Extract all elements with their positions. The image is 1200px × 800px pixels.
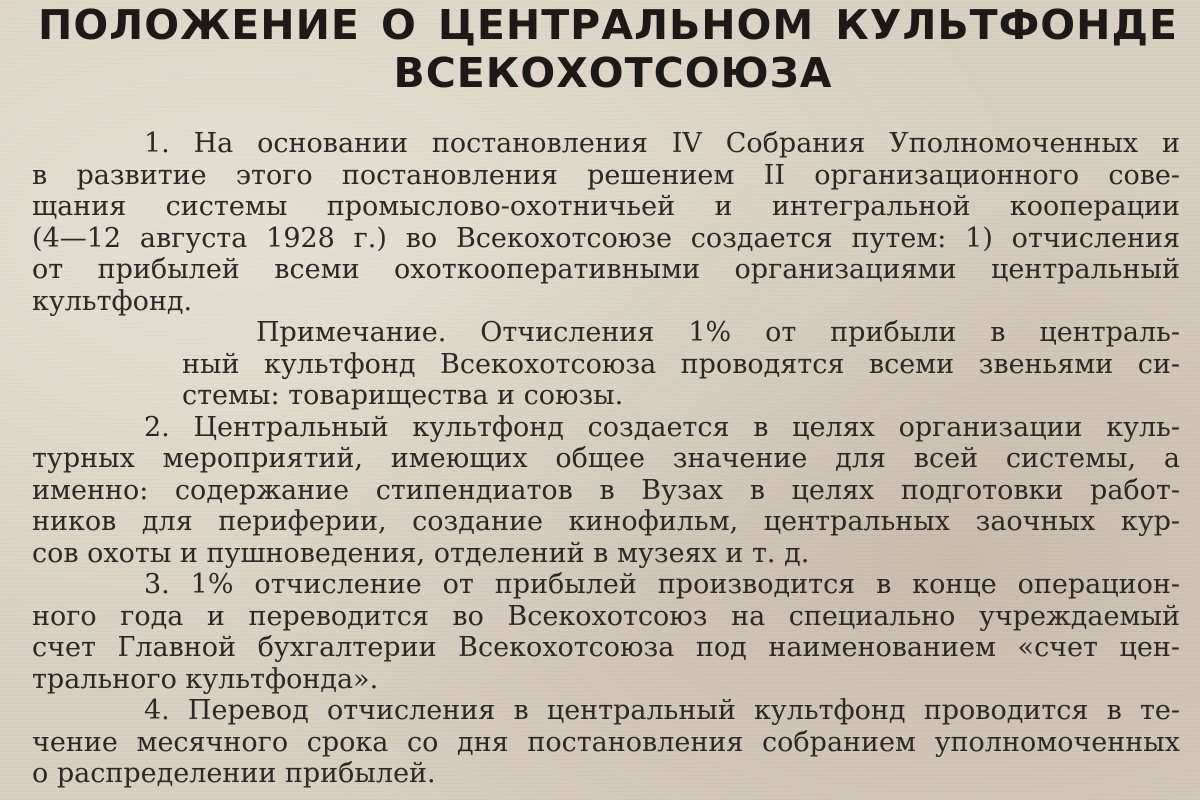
paragraph-4-line-1: 4. Перевод отчисления в центральный культфонд проводится в те-: [144, 695, 1180, 726]
document-title-line-2: ВСЕКОХОТСОЮЗА: [393, 49, 833, 97]
paragraph-2-line-4: ников для периферии, создание кинофильм, центральных заочных кур-: [32, 506, 1180, 537]
note-line-2: ный культфонд Всекохотсоюза проводятся всеми звеньями си-: [182, 348, 1180, 380]
paragraph-2-line-2: турных мероприятий, имеющих общее значение для всей системы, а: [32, 443, 1180, 474]
paragraph-3-line-1: 3. 1% отчисление от прибылей производится в конце операцион-: [144, 569, 1180, 600]
paragraph-1-line-4: (4—12 августа 1928 г.) во Всекохотсоюзе создается путем: 1) отчисления: [32, 222, 1180, 254]
document-title-line-1: ПОЛОЖЕНИЕ О ЦЕНТРАЛЬНОМ КУЛЬТФОНДЕ: [38, 1, 1178, 49]
note-line-1: Примечание. Отчисления 1% от прибыли в централь-: [256, 317, 1180, 348]
paragraph-3-line-2: ного года и переводится во Всекохотсоюз на специально учреждаемый: [32, 600, 1180, 632]
paragraph-4-line-2: чение месячного срока со дня постановления собранием уполномоченных: [32, 726, 1180, 758]
paragraph-1-line-6: культфонд.: [32, 285, 193, 317]
paragraph-3-line-4: трального культфонда».: [32, 663, 379, 695]
paragraph-3-line-3: счет Главной бухгалтерии Всекохотсоюза под наименованием «счет цен-: [32, 632, 1180, 663]
paragraph-1-line-3: щания системы промыслово-охотничьей и интегральной кооперации: [32, 191, 1180, 222]
paragraph-1-line-5: от прибылей всеми охоткооперативными организациями центральный: [32, 254, 1180, 285]
paragraph-1-line-2: в развитие этого постановления решением II организационного сове-: [32, 159, 1180, 191]
paragraph-2-line-3: именно: содержание стипендиатов в Вузах в целях подготовки работ-: [32, 474, 1180, 506]
paragraph-1-line-1: 1. На основании постановления IV Собрания Уполномоченных и: [144, 128, 1180, 159]
paragraph-2-line-1: 2. Центральный культфонд создается в целях организации куль-: [144, 411, 1180, 443]
paragraph-4-line-3: о распределении прибылей.: [32, 758, 436, 789]
note-line-3: стемы: товарищества и союзы.: [182, 380, 624, 411]
paragraph-2-line-5: сов охоты и пушноведения, отделений в музеях и т. д.: [32, 537, 810, 569]
document-body: [32, 128, 1180, 790]
